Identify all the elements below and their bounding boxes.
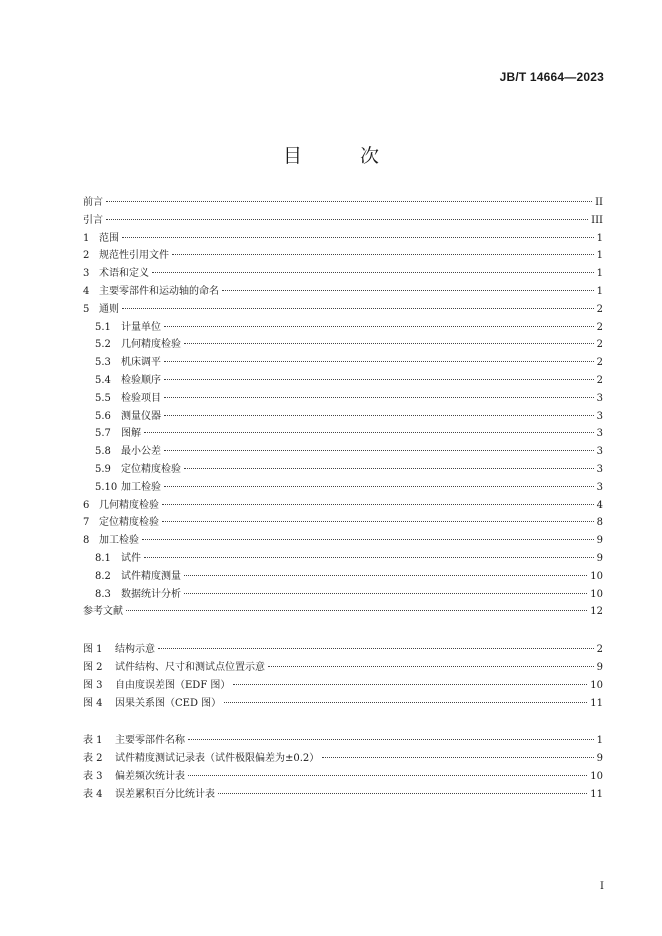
dot-leader bbox=[164, 415, 594, 416]
page-number: I bbox=[600, 881, 604, 892]
entry-page-number: 4 bbox=[596, 499, 603, 511]
entry-page-number: II bbox=[595, 197, 603, 208]
dot-leader bbox=[162, 521, 594, 522]
entry-number: 表 3 bbox=[83, 770, 103, 782]
section-gap bbox=[83, 621, 603, 641]
dot-leader bbox=[144, 432, 594, 433]
toc-entry[interactable] bbox=[83, 354, 603, 372]
toc-entry[interactable] bbox=[83, 372, 603, 390]
entry-title: 范围 bbox=[99, 232, 119, 244]
toc-entry[interactable] bbox=[83, 230, 603, 248]
dot-leader bbox=[106, 219, 588, 220]
entry-number: 5.9 bbox=[95, 463, 111, 475]
dot-leader bbox=[162, 504, 594, 505]
entry-title: 术语和定义 bbox=[99, 268, 149, 280]
entry-page-number: III bbox=[591, 214, 603, 226]
table-entry[interactable] bbox=[83, 750, 603, 768]
toc-entry[interactable] bbox=[83, 319, 603, 337]
dot-leader bbox=[222, 290, 594, 291]
entry-number: 图 4 bbox=[83, 697, 103, 709]
entry-title: 几何精度检验 bbox=[121, 339, 181, 351]
table-of-contents bbox=[83, 194, 603, 804]
entry-page-number: 3 bbox=[596, 410, 603, 422]
entry-number: 2 bbox=[83, 250, 90, 262]
entry-title: 检验项目 bbox=[121, 392, 161, 404]
entry-title: 结构示意 bbox=[115, 644, 155, 656]
dot-leader bbox=[164, 379, 594, 380]
dot-leader bbox=[164, 361, 594, 362]
dot-leader bbox=[152, 272, 594, 273]
dot-leader bbox=[188, 775, 587, 776]
entry-number: 5.1 bbox=[95, 321, 111, 333]
entry-page-number: 3 bbox=[596, 463, 603, 475]
entry-page-number: 1 bbox=[596, 268, 603, 280]
entry-title: 引言 bbox=[83, 214, 103, 226]
toc-entry[interactable] bbox=[83, 497, 603, 515]
toc-entry[interactable] bbox=[83, 301, 603, 319]
entry-title: 计量单位 bbox=[121, 321, 161, 333]
entry-title: 加工检验 bbox=[99, 535, 139, 547]
table-entry[interactable] bbox=[83, 768, 603, 786]
entry-page-number: 3 bbox=[596, 392, 603, 404]
entry-page-number: 9 bbox=[596, 661, 603, 673]
entry-page-number: 2 bbox=[596, 644, 603, 656]
toc-entry[interactable] bbox=[83, 586, 603, 604]
section-gap bbox=[83, 712, 603, 732]
entry-title: 试件结构、尺寸和测试点位置示意 bbox=[115, 661, 265, 673]
dot-leader bbox=[172, 254, 594, 255]
entry-number: 8.2 bbox=[95, 570, 111, 582]
entry-title: 定位精度检验 bbox=[121, 463, 181, 475]
entry-title: 数据统计分析 bbox=[121, 588, 181, 600]
entry-title: 主要零部件和运动轴的命名 bbox=[99, 285, 219, 297]
dot-leader bbox=[164, 450, 594, 451]
entry-page-number: 11 bbox=[590, 697, 603, 709]
table-entry[interactable] bbox=[83, 786, 603, 804]
entry-page-number: 2 bbox=[596, 339, 603, 351]
entry-page-number: 2 bbox=[596, 303, 603, 315]
toc-entry[interactable] bbox=[83, 479, 603, 497]
toc-entry[interactable] bbox=[83, 514, 603, 532]
document-number: JB/T 14664—2023 bbox=[499, 70, 604, 84]
entry-number: 表 1 bbox=[83, 735, 103, 747]
dot-leader bbox=[164, 486, 594, 487]
entry-number: 6 bbox=[83, 499, 90, 511]
dot-leader bbox=[184, 593, 587, 594]
entry-title: 试件精度测量 bbox=[121, 570, 181, 582]
toc-entry[interactable] bbox=[83, 194, 603, 212]
entry-page-number: 9 bbox=[596, 753, 603, 765]
entry-page-number: 11 bbox=[590, 788, 603, 800]
entry-number: 5.2 bbox=[95, 339, 111, 351]
toc-entry[interactable] bbox=[83, 425, 603, 443]
dot-leader bbox=[164, 326, 594, 327]
entry-number: 表 2 bbox=[83, 753, 103, 765]
entry-title: 通则 bbox=[99, 303, 119, 315]
entry-title: 试件精度测试记录表（试件极限偏差为±0.2） bbox=[115, 753, 320, 765]
entry-title: 检验顺序 bbox=[121, 374, 161, 386]
entry-number: 3 bbox=[83, 268, 90, 280]
entry-page-number: 10 bbox=[590, 679, 603, 691]
entry-number: 8.3 bbox=[95, 588, 111, 600]
entry-title: 试件 bbox=[121, 552, 141, 564]
entry-number: 4 bbox=[83, 285, 90, 297]
toc-entry[interactable] bbox=[83, 532, 603, 550]
toc-entry[interactable] bbox=[83, 265, 603, 283]
toc-entry[interactable] bbox=[83, 390, 603, 408]
entry-page-number: 9 bbox=[596, 552, 603, 564]
entry-title: 定位精度检验 bbox=[99, 517, 159, 529]
entry-number: 表 4 bbox=[83, 788, 103, 800]
entry-number: 5.10 bbox=[95, 481, 118, 493]
dot-leader bbox=[188, 739, 594, 740]
toc-entry[interactable] bbox=[83, 603, 603, 621]
page-title: 目 次 bbox=[282, 145, 406, 167]
entry-number: 7 bbox=[83, 517, 90, 529]
toc-entry[interactable] bbox=[83, 336, 603, 354]
toc-entry[interactable] bbox=[83, 550, 603, 568]
entry-title: 主要零部件名称 bbox=[115, 735, 185, 747]
entry-page-number: 2 bbox=[596, 321, 603, 333]
entry-number: 5.4 bbox=[95, 374, 111, 386]
entry-number: 5.8 bbox=[95, 446, 111, 458]
entry-page-number: 1 bbox=[596, 250, 603, 262]
entry-number: 图 3 bbox=[83, 679, 103, 691]
entry-page-number: 10 bbox=[590, 570, 603, 582]
toc-entry[interactable] bbox=[83, 443, 603, 461]
entry-number: 图 1 bbox=[83, 644, 103, 656]
dot-leader bbox=[142, 539, 594, 540]
entry-page-number: 2 bbox=[596, 357, 603, 369]
entry-number: 5.7 bbox=[95, 428, 111, 440]
toc-entry[interactable] bbox=[83, 408, 603, 426]
toc-entry[interactable] bbox=[83, 283, 603, 301]
entry-number: 8.1 bbox=[95, 552, 111, 564]
entry-title: 规范性引用文件 bbox=[99, 250, 169, 262]
entry-number: 8 bbox=[83, 535, 90, 547]
entry-title: 自由度误差图（EDF 图） bbox=[115, 679, 231, 691]
dot-leader bbox=[184, 575, 587, 576]
toc-entry[interactable] bbox=[83, 212, 603, 230]
entry-number: 1 bbox=[83, 232, 90, 244]
dot-leader bbox=[184, 343, 594, 344]
dot-leader bbox=[224, 702, 587, 703]
entry-page-number: 3 bbox=[596, 481, 603, 493]
entry-page-number: 1 bbox=[596, 232, 603, 244]
entry-number: 图 2 bbox=[83, 661, 103, 673]
dot-leader bbox=[126, 610, 587, 611]
entry-title: 加工检验 bbox=[121, 481, 161, 493]
toc-section-tables bbox=[83, 732, 603, 803]
entry-title: 参考文献 bbox=[83, 606, 123, 618]
entry-page-number: 3 bbox=[596, 446, 603, 458]
entry-title: 几何精度检验 bbox=[99, 499, 159, 511]
figure-entry[interactable] bbox=[83, 677, 603, 695]
entry-page-number: 1 bbox=[596, 285, 603, 297]
entry-page-number: 3 bbox=[596, 428, 603, 440]
dot-leader bbox=[268, 666, 594, 667]
dot-leader bbox=[218, 793, 587, 794]
dot-leader bbox=[144, 557, 594, 558]
entry-page-number: 1 bbox=[596, 735, 603, 747]
figure-entry[interactable] bbox=[83, 641, 603, 659]
toc-section-entries bbox=[83, 194, 603, 621]
dot-leader bbox=[122, 237, 594, 238]
entry-page-number: 8 bbox=[596, 517, 603, 529]
entry-number: 5 bbox=[83, 303, 90, 315]
entry-number: 5.5 bbox=[95, 392, 111, 404]
entry-title: 图解 bbox=[121, 428, 141, 440]
entry-title: 误差累积百分比统计表 bbox=[115, 788, 215, 800]
entry-title: 偏差频次统计表 bbox=[115, 770, 185, 782]
entry-page-number: 10 bbox=[590, 770, 603, 782]
dot-leader bbox=[158, 648, 594, 649]
toc-entry[interactable] bbox=[83, 461, 603, 479]
entry-page-number: 10 bbox=[590, 588, 603, 600]
dot-leader bbox=[184, 468, 594, 469]
dot-leader bbox=[122, 308, 594, 309]
entry-title: 因果关系图（CED 图） bbox=[115, 697, 222, 709]
dot-leader bbox=[164, 397, 594, 398]
figure-entry[interactable] bbox=[83, 695, 603, 713]
entry-page-number: 9 bbox=[596, 535, 603, 547]
toc-entry[interactable] bbox=[83, 568, 603, 586]
entry-title: 前言 bbox=[83, 197, 103, 208]
toc-section-figures bbox=[83, 641, 603, 712]
table-entry[interactable] bbox=[83, 732, 603, 750]
entry-number: 5.3 bbox=[95, 357, 111, 369]
dot-leader bbox=[106, 201, 592, 202]
figure-entry[interactable] bbox=[83, 659, 603, 677]
entry-page-number: 12 bbox=[590, 606, 603, 618]
entry-number: 5.6 bbox=[95, 410, 111, 422]
entry-page-number: 2 bbox=[596, 374, 603, 386]
dot-leader bbox=[322, 757, 593, 758]
toc-entry[interactable] bbox=[83, 247, 603, 265]
entry-title: 测量仪器 bbox=[121, 410, 161, 422]
dot-leader bbox=[233, 684, 587, 685]
entry-title: 机床调平 bbox=[121, 357, 161, 369]
entry-title: 最小公差 bbox=[121, 446, 161, 458]
